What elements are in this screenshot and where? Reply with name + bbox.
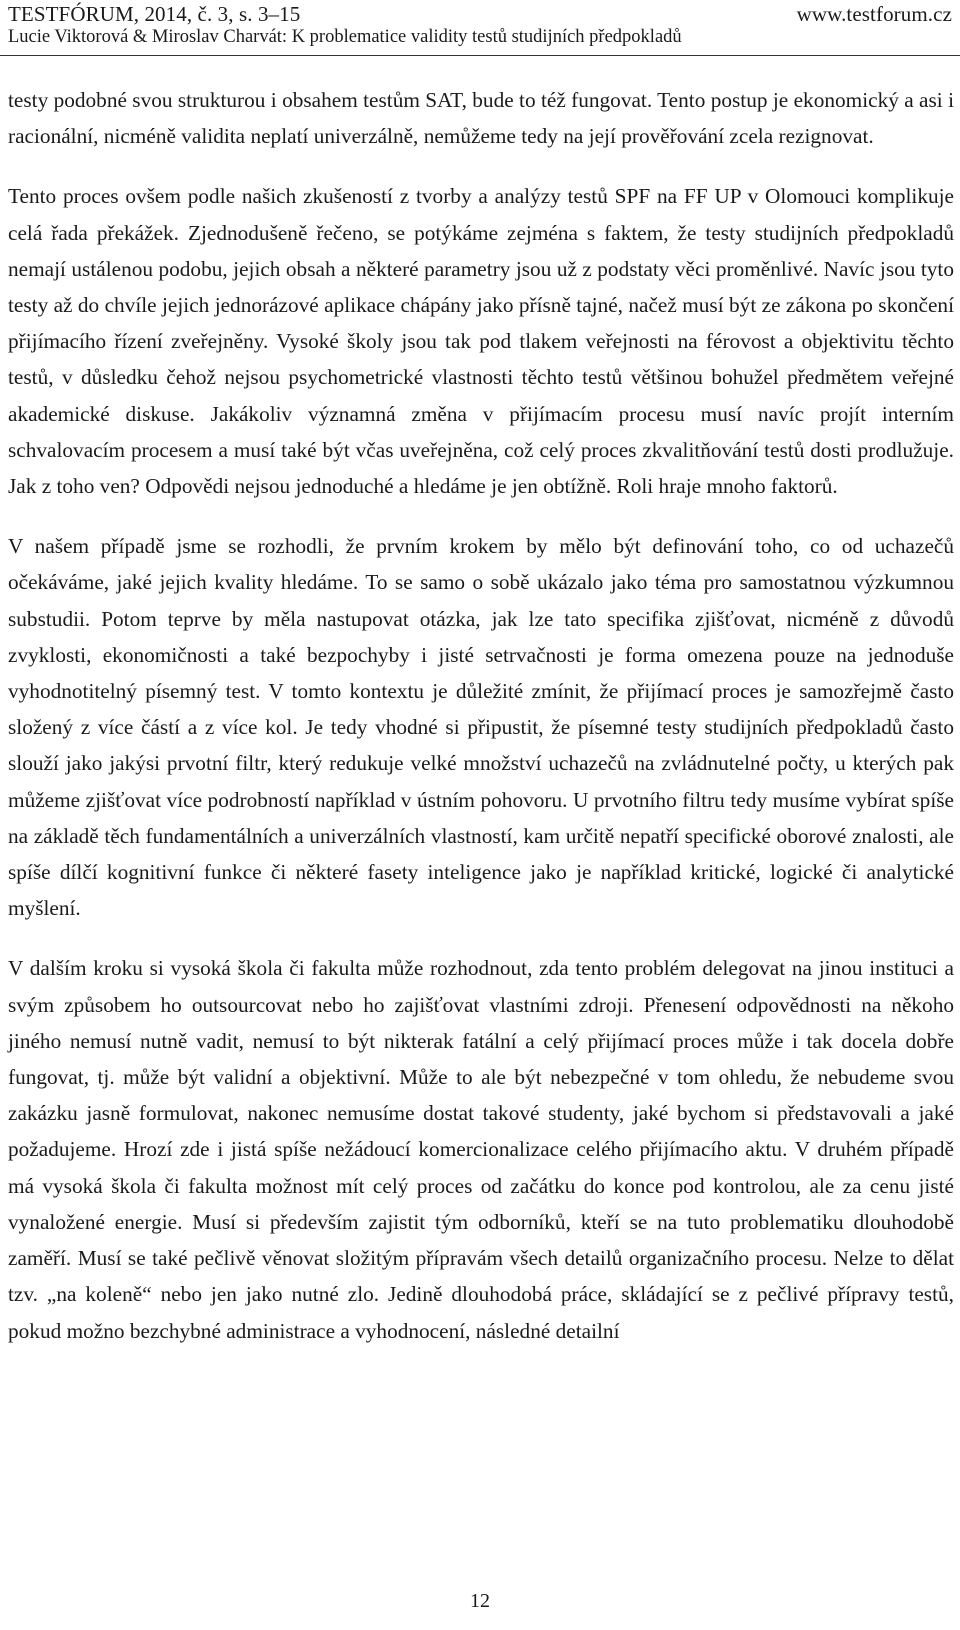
paragraph: V dalším kroku si vysoká škola či fakulta může rozhodnout, zda tento problém delegovat na jinou instituci a svým způsobem ho outsourcovat nebo ho zajišťovat vlastními zdroji. Přenesení odpovědnosti na někoho jiného nemusí nutně vadit, nemusí to být nikterak fatální a celý přijímací proces může i tak docela dobře fungovat, tj. může být validní a objektivní. Může to ale být nebezpečné v tom ohledu, že nebudeme svou zakázku jasně formulovat, nakonec nemusíme dostat takové studenty, jaké bychom si představovali a jaké požadujeme. Hrozí zde i jistá spíše nežádoucí komercionalizace celého přijímacího aktu. V druhém případě má vysoká škola či fakulta možnost mít celý proces od začátku do konce pod kontrolou, ale za cenu jisté vynaložené energie. Musí si především zajistit tým odborníků, kteří se na tuto problematiku dlouhodobě zaměří. Musí se také pečlivě věnovat složitým přípravám všech detailů organizačního procesu. Nelze to dělat tzv. „na koleně“ nebo jen jako nutné zlo. Jedině dlouhodobá práce, skládající se z pečlivé přípravy testů, pokud možno bezchybné administrace a vyhodnocení, následné detailní: [8, 956, 954, 1343]
article-authors-title: Lucie Viktorová & Miroslav Charvát: K problematice validity testů studijních předpokladů: [8, 27, 682, 47]
page-number: 12: [470, 1590, 490, 1612]
header-divider: [0, 55, 960, 56]
paragraph: V našem případě jsme se rozhodli, že prvním krokem by mělo být definování toho, co od uchazečů očekáváme, jaké jejich kvality hledáme. To se samo o sobě ukázalo jako téma pro samostatnou výzkumnou substudii. Potom teprve by měla nastupovat otázka, jak lze tato specifika zjišťovat, nicméně z důvodů zvyklosti, ekonomičnosti a také bezpochyby i jisté setrvačnosti je forma omezena pouze na jednoduše vyhodnotitelný písemný test. V tomto kontextu je důležité zmínit, že přijímací proces je samozřejmě často složený z více částí a z více kol. Je tedy vhodné si připustit, že písemné testy studijních předpokladů často slouží jako jakýsi prvotní filtr, který redukuje velké množství uchazečů na zvládnutelné počty, u kterých pak můžeme zjišťovat více podrobností například v ústním pohovoru. U prvotního filtru tedy musíme vybírat spíše na základě těch fundamentálních a univerzálních vlastností, kam určitě nepatří specifické oborové znalosti, ale spíše dílčí kognitivní funkce či některé fasety inteligence jako je například kritické, logické či analytické myšlení.: [8, 534, 954, 921]
running-header: [0, 0, 960, 56]
article-body: [8, 82, 954, 1373]
journal-citation: TESTFÓRUM, 2014, č. 3, s. 3–15: [8, 2, 301, 26]
paragraph: testy podobné svou strukturou i obsahem testům SAT, bude to též fungovat. Tento postup je ekonomický a asi i racionální, nicméně validita neplatí univerzálně, nemůžeme tedy na její prověřování zcela rezignovat.: [8, 88, 954, 149]
header-top-row: [8, 2, 952, 28]
paragraph: Tento proces ovšem podle našich zkušeností z tvorby a analýzy testů SPF na FF UP v Olomouci komplikuje celá řada překážek. Zjednodušeně řečeno, se potýkáme zejména s faktem, že testy studijních předpokladů nemají ustálenou podobu, jejich obsah a některé parametry jsou už z podstaty věci proměnlivé. Navíc jsou tyto testy až do chvíle jejich jednorázové aplikace chápány jako přísně tajné, načež musí být ze zákona po skončení přijímacího řízení zveřejněny. Vysoké školy jsou tak pod tlakem veřejnosti na férovost a objektivitu těchto testů, v důsledku čehož nejsou psychometrické vlastnosti těchto testů většinou bohužel předmětem veřejné akademické diskuse. Jakákoliv významná změna v přijímacím procesu musí navíc projít interním schvalovacím procesem a musí také být včas uveřejněna, což celý proces zkvalitňování testů dosti prodlužuje. Jak z toho ven? Odpovědi nejsou jednoduché a hledáme je jen obtížně. Roli hraje mnoho faktorů.: [8, 184, 954, 499]
journal-website: www.testforum.cz: [796, 2, 952, 26]
